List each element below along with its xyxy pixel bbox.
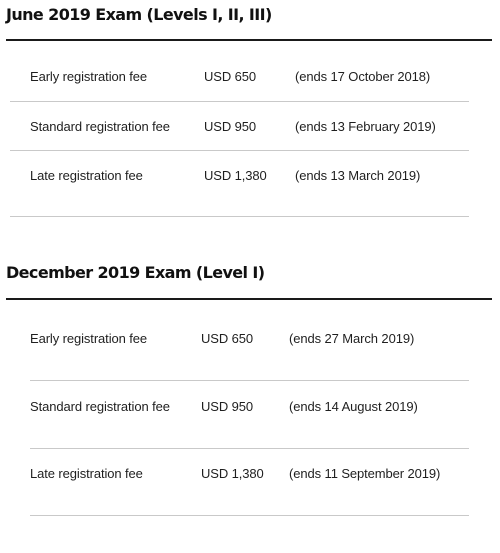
fee-price: USD 1,380: [201, 466, 264, 481]
row-divider: [30, 448, 469, 449]
section-divider: [6, 39, 492, 41]
fee-price: USD 650: [201, 331, 254, 346]
fee-price: USD 950: [204, 119, 257, 134]
row-divider: [30, 380, 469, 381]
fee-deadline: (ends 14 August 2019): [289, 399, 418, 414]
fee-label: Standard registration fee: [30, 399, 170, 414]
fee-deadline: (ends 13 March 2019): [295, 168, 421, 183]
fee-label: Late registration fee: [30, 466, 143, 481]
fee-label: Late registration fee: [30, 168, 143, 183]
section-title-june-2019: June 2019 Exam (Levels I, II, III): [6, 5, 272, 24]
section-divider: [6, 298, 492, 300]
fee-label: Early registration fee: [30, 331, 148, 346]
fee-price: USD 950: [201, 399, 254, 414]
fee-deadline: (ends 13 February 2019): [295, 119, 436, 134]
row-divider: [10, 150, 469, 151]
fee-label: Standard registration fee: [30, 119, 170, 134]
fee-deadline: (ends 11 September 2019): [289, 466, 441, 481]
fee-deadline: (ends 17 October 2018): [295, 69, 431, 84]
fee-price: USD 1,380: [204, 168, 267, 183]
section-title-december-2019: December 2019 Exam (Level I): [6, 263, 265, 282]
row-divider: [10, 216, 469, 217]
row-divider: [10, 101, 469, 102]
fee-price: USD 650: [204, 69, 257, 84]
fee-label: Early registration fee: [30, 69, 148, 84]
fee-deadline: (ends 27 March 2019): [289, 331, 415, 346]
row-divider: [30, 515, 469, 516]
